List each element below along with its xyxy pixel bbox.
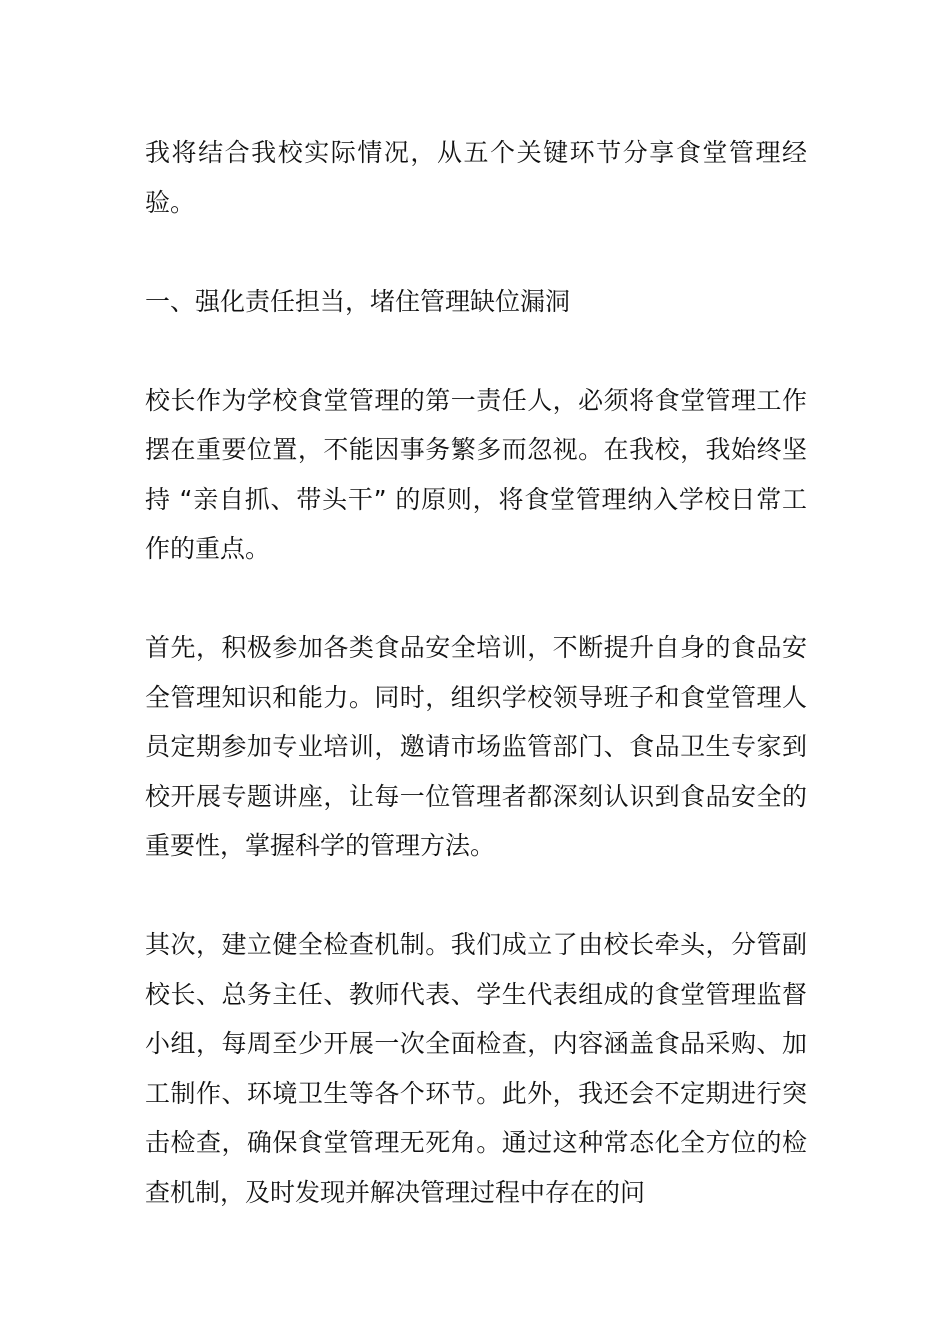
intro-paragraph: 我将结合我校实际情况，从五个关键环节分享食堂管理经验。 <box>145 138 807 217</box>
document-body <box>145 128 807 1267</box>
body-paragraph: 首先，积极参加各类食品安全培训，不断提升自身的食品安全管理知识和能力。同时，组织学校领导班子和食堂管理人员定期参加专业培训，邀请市场监管部门、食品卫生专家到校开展专题讲座，让每一位管理者都深刻认识到食品安全的重要性，掌握科学的管理方法。 <box>145 633 807 860</box>
body-paragraph: 其次，建立健全检查机制。我们成立了由校长牵头，分管副校长、总务主任、教师代表、学生代表组成的食堂管理监督小组，每周至少开展一次全面检查，内容涵盖食品采购、加工制作、环境卫生等各个环节。此外，我还会不定期进行突击检查，确保食堂管理无死角。通过这种常态化全方位的检查机制，及时发现并解决管理过程中存在的问 <box>145 930 807 1207</box>
body-paragraph: 校长作为学校食堂管理的第一责任人，必须将食堂管理工作摆在重要位置，不能因事务繁多而忽视。在我校，我始终坚持 “亲自抓、带头干” 的原则，将食堂管理纳入学校日常工作的重点。 <box>145 385 807 563</box>
section-heading: 一、强化责任担当，堵住管理缺位漏洞 <box>145 286 571 316</box>
